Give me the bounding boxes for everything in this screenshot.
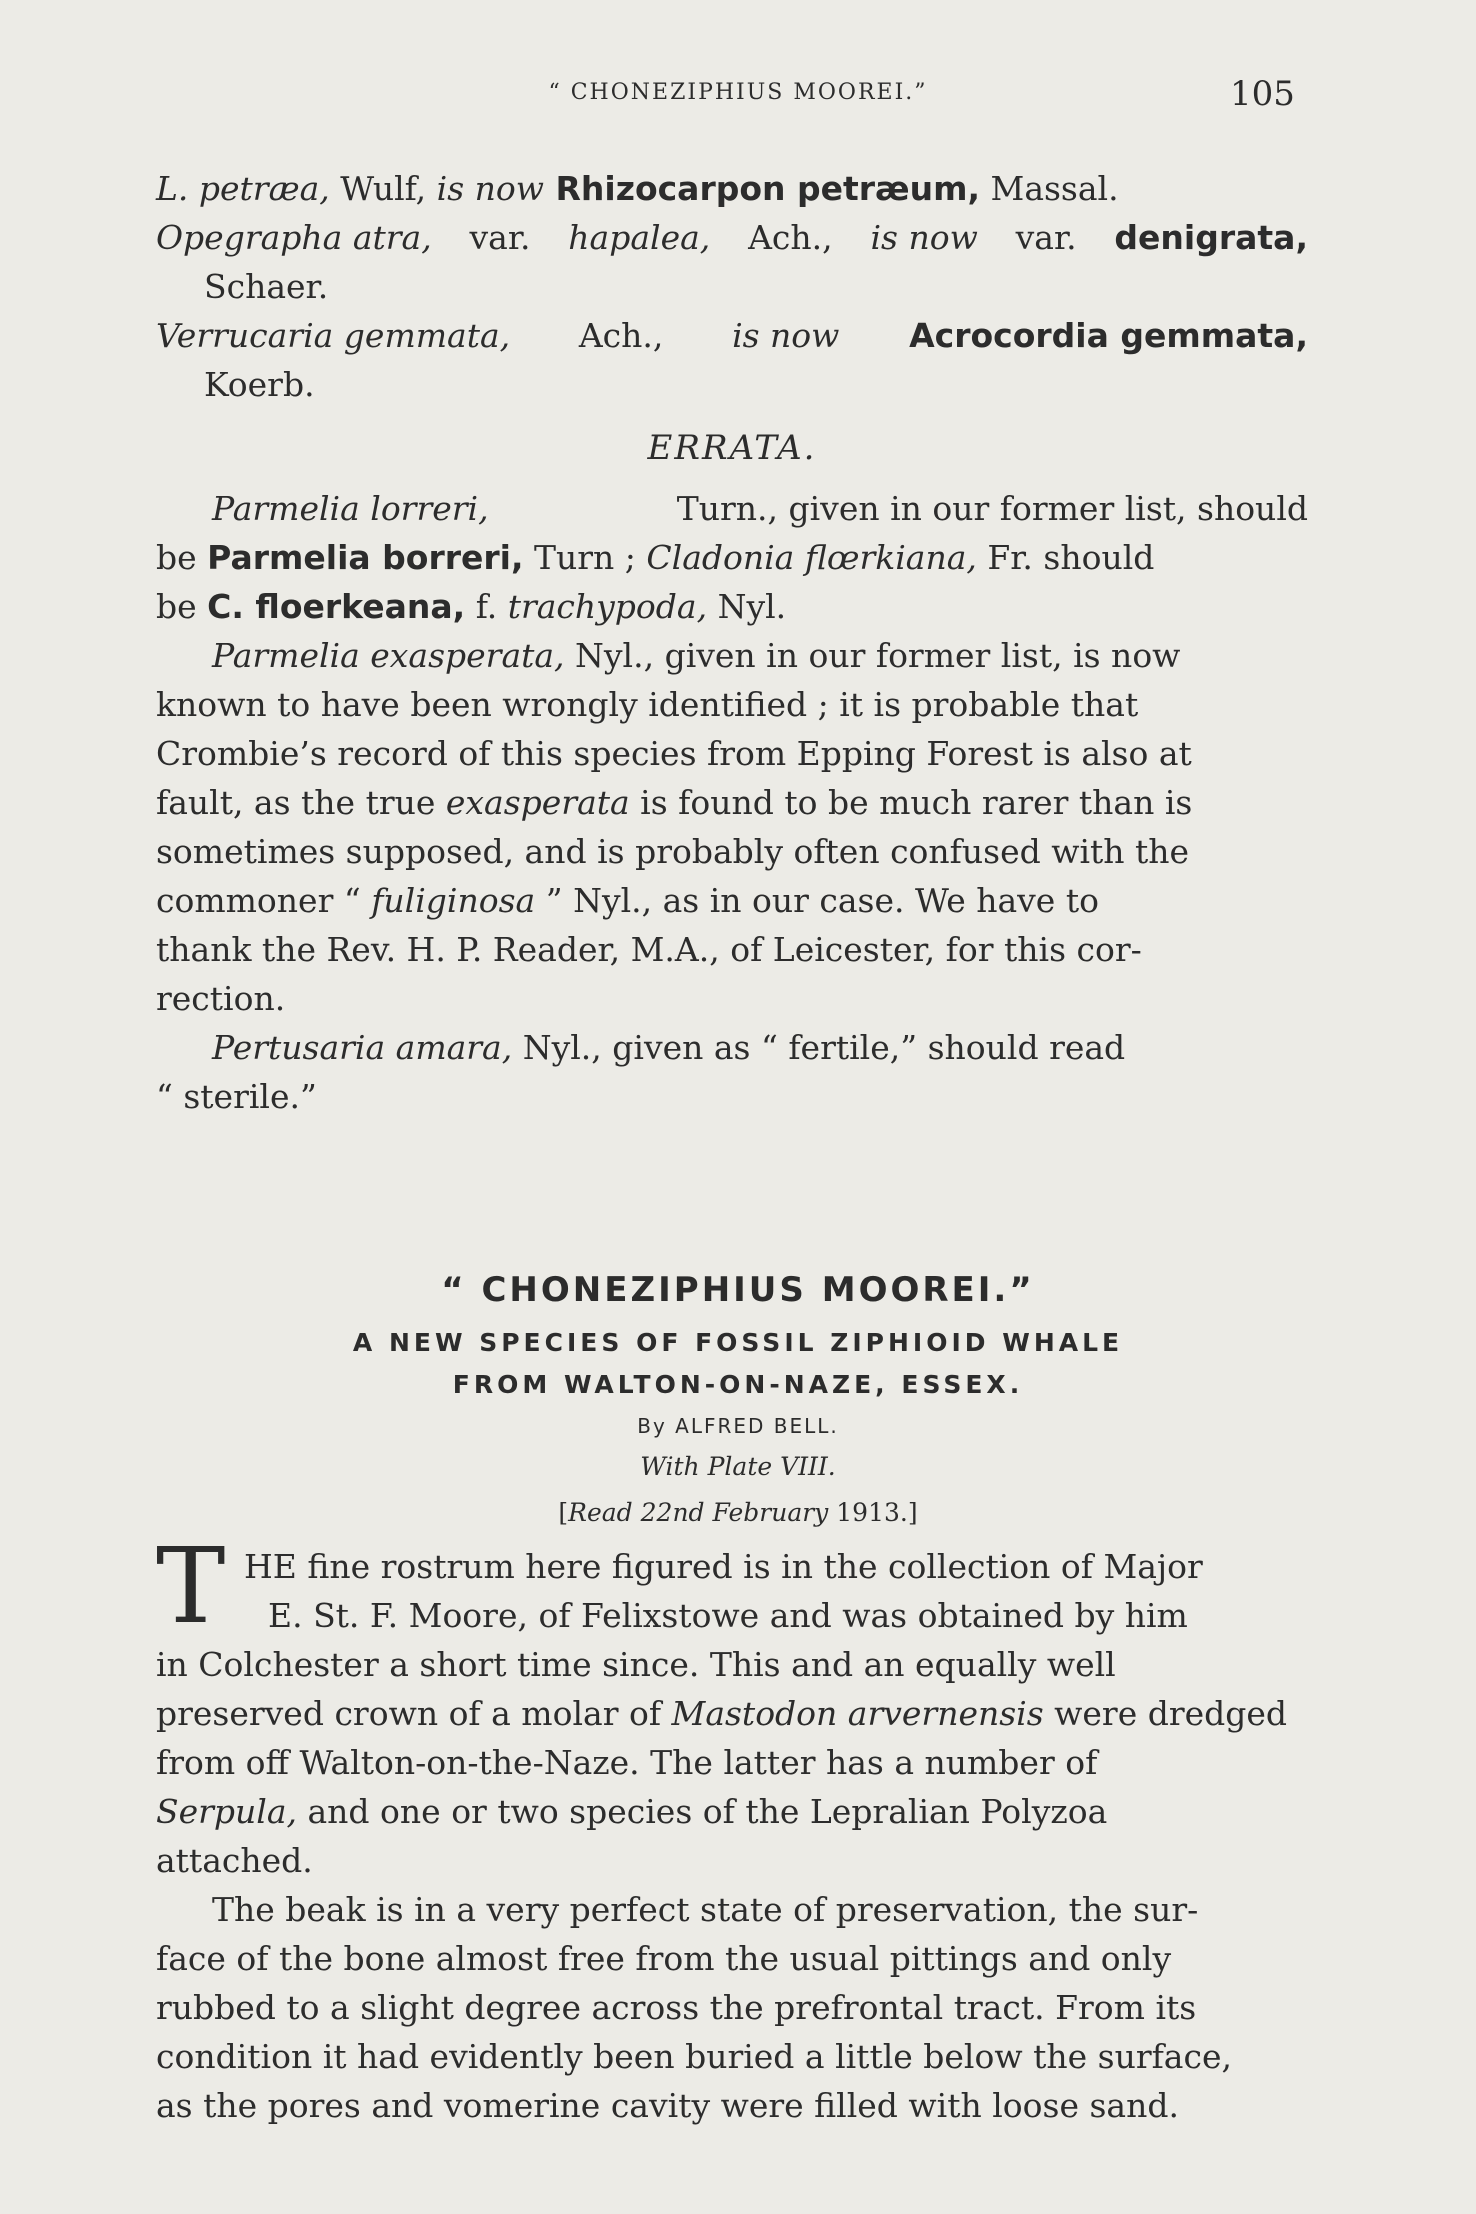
paragraph-line: in Colchester a short time since. This and an equally well xyxy=(156,1645,1116,1684)
paragraph-line: known to have been wrongly identified ; it is probable that xyxy=(156,685,1139,724)
paragraph-line: thank the Rev. H. P. Reader, M.A., of Leicester, for this cor- xyxy=(156,930,1142,969)
plate-reference: With Plate VIII. xyxy=(640,1452,836,1481)
paragraph-line: The beak is in a very perfect state of preservation, the sur- xyxy=(212,1890,1199,1929)
paragraph-line: condition it had evidently been buried a little below the surface, xyxy=(156,2037,1232,2076)
paragraph-line: “ sterile.” xyxy=(156,1077,317,1116)
list-item-continuation: Schaer. xyxy=(204,267,329,306)
paragraph-line: face of the bone almost free from the usual pittings and only xyxy=(156,1939,1172,1978)
errata-heading: ERRATA. xyxy=(647,428,817,468)
paragraph-line: rubbed to a slight degree across the prefrontal tract. From its xyxy=(156,1988,1197,2027)
drop-cap: T xyxy=(156,1525,226,1647)
paragraph-line: Serpula, and one or two species of the Lepralian Polyzoa xyxy=(156,1792,1108,1831)
paragraph-line: as the pores and vomerine cavity were filled with loose sand. xyxy=(156,2086,1179,2125)
lichen-list xyxy=(156,164,1308,409)
paragraph-line: rection. xyxy=(156,979,286,1018)
list-item: Verrucaria gemmata, Ach., is now Acrocordia gemmata, xyxy=(156,316,1308,355)
article-subtitle: FROM WALTON-ON-NAZE, ESSEX. xyxy=(452,1370,1024,1399)
paragraph-line: attached. xyxy=(156,1841,313,1880)
paragraph-line: preserved crown of a molar of Mastodon arvernensis were dredged xyxy=(156,1694,1288,1733)
paragraph-line: be C. floerkeana, f. trachypoda, Nyl. xyxy=(156,587,787,626)
page-number: 105 xyxy=(1230,74,1295,114)
paragraph-line: Parmelia exasperata, Nyl., given in our former list, is now xyxy=(212,636,1181,675)
paragraph-line: Parmelia lorreri, Turn., given in our former list, should xyxy=(212,489,1308,528)
article-subtitle: A NEW SPECIES OF FOSSIL ZIPHIOID WHALE xyxy=(352,1328,1124,1357)
article-title: “ CHONEZIPHIUS MOOREI.” xyxy=(441,1270,1035,1310)
paragraph-line: fault, as the true exasperata is found to be much rarer than is xyxy=(156,783,1193,822)
list-item-continuation: Koerb. xyxy=(204,365,315,404)
paragraph-line: be Parmelia borreri, Turn ; Cladonia flœrkiana, Fr. should xyxy=(156,538,1155,577)
article-author: By ALFRED BELL. xyxy=(637,1414,839,1438)
list-item: Opegrapha atra, var. hapalea, Ach., is now var. denigrata, xyxy=(156,218,1308,257)
paragraph-line: Crombie’s record of this species from Epping Forest is also at xyxy=(156,734,1192,773)
paragraph-line: HE fine rostrum here figured is in the collection of Major xyxy=(244,1547,1203,1586)
read-date: [Read 22nd February 1913.] xyxy=(558,1498,918,1527)
errata-body xyxy=(156,484,1308,1121)
paragraph-line: sometimes supposed, and is probably often confused with the xyxy=(156,832,1190,871)
errata-section xyxy=(156,424,1308,473)
paragraph-line: from off Walton-on-the-Naze. The latter has a number of xyxy=(156,1743,1098,1782)
paragraph-line: Pertusaria amara, Nyl., given as “ fertile,” should read xyxy=(212,1028,1126,1067)
paragraph-line: E. St. F. Moore, of Felixstowe and was obtained by him xyxy=(268,1596,1188,1635)
running-title: “ CHONEZIPHIUS MOOREI.” xyxy=(548,80,928,105)
article-body xyxy=(156,1542,1308,2130)
list-item: L. petræa, Wulf, is now Rhizocarpon petræum, Massal. xyxy=(156,169,1119,208)
paragraph-line: commoner “ fuliginosa ” Nyl., as in our case. We have to xyxy=(156,881,1099,920)
